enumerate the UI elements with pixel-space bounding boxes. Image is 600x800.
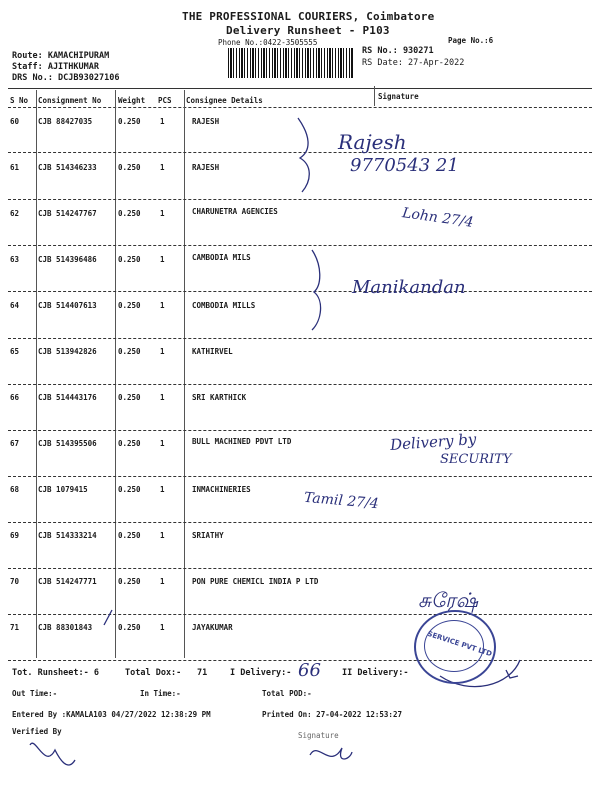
handwritten-sign-62: Lohn 27/4 [401,205,475,231]
verified-signature [30,743,75,765]
row-consignee: RAJESH [192,117,220,126]
company-stamp [414,610,496,684]
row-consignee: SRIATHY [192,531,224,540]
staff-label: Staff: AJITHKUMAR [12,62,99,72]
row-consignment: CJB 514407613 [38,301,97,310]
row-consignee: CHARUNETRA AGENCIES [192,207,278,216]
row-weight: 0.250 [118,255,141,264]
row-consignment: CJB 514333214 [38,531,97,540]
row-sno: 70 [10,577,20,586]
page-number: Page No.:6 [448,36,494,45]
total-dox-label: Total Dox:- [125,668,182,678]
row-pcs: 1 [160,117,165,126]
runsheet-title: Delivery Runsheet - P103 [226,24,390,37]
route-label: Route: KAMACHIPURAM [12,51,110,61]
row-consignee: SRI KARTHICK [192,393,247,402]
row-sno: 63 [10,255,20,264]
row-pcs: 1 [160,577,165,586]
row-sno: 60 [10,117,20,126]
row-consignee: KATHIRVEL [192,347,233,356]
row-weight: 0.250 [118,623,141,632]
row-consignment: CJB 514395506 [38,439,97,448]
company-title: THE PROFESSIONAL COURIERS, Coimbatore [182,10,435,23]
rs-number: RS No.: 930271 [362,46,434,56]
row-consignee: COMBODIA MILLS [192,301,256,310]
row-consignment: CJB 88301843 [38,623,93,632]
row-sno: 68 [10,485,20,494]
tot-runsheet: Tot. Runsheet:- 6 [12,668,99,678]
total-dox-value: 71 [197,668,208,678]
row-consignee: BULL MACHINED PDVT LTD [192,437,292,446]
row-pcs: 1 [160,301,165,310]
col-pcs: PCS [158,96,172,105]
handwritten-note-line2: SECURITY [440,452,512,467]
in-time: In Time:- [140,689,181,698]
row-pcs: 1 [160,623,165,632]
drs-number: DRS No.: DCJB93027106 [12,73,120,83]
row-weight: 0.250 [118,347,141,356]
row-sno: 69 [10,531,20,540]
handwritten-phone: 9770543 21 [350,155,459,176]
row-sno: 66 [10,393,20,402]
row-pcs: 1 [160,531,165,540]
row-weight: 0.250 [118,301,141,310]
receiver-signature [310,748,352,759]
row-consignment: CJB 514346233 [38,163,97,172]
row-consignment: CJB 1079415 [38,485,88,494]
bracket-mark [298,118,309,192]
row-sno: 67 [10,439,20,448]
handwritten-name: Rajesh [338,130,407,154]
out-time: Out Time:- [12,689,58,698]
handwritten-sign-68: Tamil 27/4 [303,489,380,513]
row-pcs: 1 [160,393,165,402]
row-consignment: CJB 88427035 [38,117,93,126]
row-weight: 0.250 [118,439,141,448]
row-pcs: 1 [160,347,165,356]
row-sno: 62 [10,209,20,218]
row-weight: 0.250 [118,163,141,172]
verified-by: Verified By [12,727,62,736]
row-consignee: PON PURE CHEMICL INDIA P LTD [192,577,319,586]
row-pcs: 1 [160,255,165,264]
row-consignee: RAJESH [192,163,220,172]
handwritten-sign-70: சுரேஷ் [418,588,478,612]
entered-by: Entered By :KAMALA103 04/27/2022 12:38:29 PM [12,710,211,719]
row-consignee: JAYAKUMAR [192,623,233,632]
row-weight: 0.250 [118,531,141,540]
row-consignment: CJB 513942826 [38,347,97,356]
row-weight: 0.250 [118,577,141,586]
stamp-text: SERVICE PVT LTD [426,629,493,659]
row-pcs: 1 [160,439,165,448]
row-consignment: CJB 514396486 [38,255,97,264]
row-pcs: 1 [160,485,165,494]
total-pod: Total POD:- [262,689,312,698]
handwritten-note-line1: Delivery by [389,430,477,454]
row-sno: 71 [10,623,20,632]
bracket-mark [312,250,321,330]
row-pcs: 1 [160,163,165,172]
row-weight: 0.250 [118,117,141,126]
row-consignment: CJB 514247771 [38,577,97,586]
row-weight: 0.250 [118,209,141,218]
handwritten-sign-63: Manikandan [352,277,466,298]
tick-mark [104,610,112,625]
phone-number: Phone No.:0422-3505555 [218,38,318,47]
row-consignment: CJB 514443176 [38,393,97,402]
row-sno: 61 [10,163,20,172]
row-consignee: CAMBODIA MILS [192,253,251,262]
col-consignment: Consignment No [38,96,102,105]
row-pcs: 1 [160,209,165,218]
col-weight: Weight [118,96,146,105]
col-sno: S No [10,96,29,105]
row-sno: 65 [10,347,20,356]
i-delivery-count: 66 [298,660,321,681]
row-consignment: CJB 514247767 [38,209,97,218]
row-weight: 0.250 [118,485,141,494]
ii-delivery-label: II Delivery:- [342,668,409,678]
printed-on: Printed On: 27-04-2022 12:53:27 [262,710,402,719]
rs-date: RS Date: 27-Apr-2022 [362,58,465,68]
col-consignee: Consignee Details [186,96,263,105]
row-weight: 0.250 [118,393,141,402]
signature-label: Signature [298,731,339,740]
row-sno: 64 [10,301,20,310]
col-signature: Signature [378,92,419,101]
i-delivery-label: I Delivery:- [230,668,292,678]
row-consignee: INMACHINERIES [192,485,251,494]
